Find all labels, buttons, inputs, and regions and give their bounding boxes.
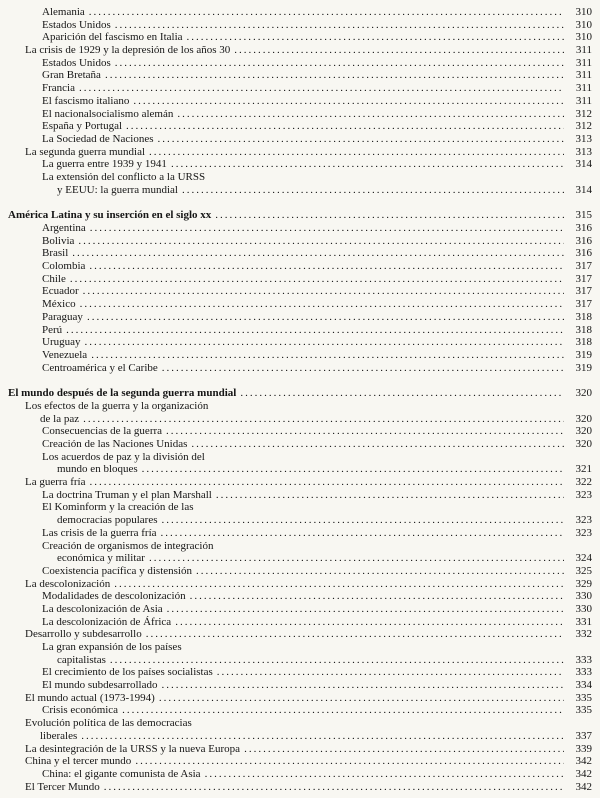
toc-entry-row bbox=[42, 451, 592, 464]
toc-entry-row bbox=[42, 704, 592, 717]
toc-entry-title: Francia bbox=[42, 82, 75, 95]
toc-page-number: 342 bbox=[575, 767, 592, 780]
toc-entry bbox=[8, 565, 592, 578]
toc-entry-title: Alemania bbox=[42, 6, 85, 18]
toc-entry-title: México bbox=[42, 298, 76, 311]
toc-entry bbox=[8, 578, 592, 591]
toc-page-number: 323 bbox=[575, 526, 592, 539]
toc-entry bbox=[8, 641, 592, 666]
toc-entry-title: Gran Bretaña bbox=[42, 69, 101, 82]
toc-entry bbox=[8, 616, 592, 629]
toc-entry bbox=[8, 743, 592, 756]
toc-entry-row bbox=[25, 44, 592, 57]
toc-entry-title: La crisis de 1929 y la depresión de los años 30 bbox=[25, 44, 231, 57]
toc-entry-row bbox=[25, 578, 592, 591]
toc-page-number: 325 bbox=[575, 564, 592, 577]
toc-entry-title: liberales bbox=[40, 729, 78, 742]
toc-entry-title: América Latina y su inserción en el siglo xx bbox=[8, 209, 212, 222]
toc-entry-title: Colombia bbox=[42, 260, 86, 273]
toc-entry-row bbox=[25, 692, 592, 705]
toc-entry-row bbox=[42, 336, 592, 349]
dot-leader bbox=[87, 311, 564, 324]
toc-entry-row bbox=[42, 6, 592, 19]
toc-entry-title: Crisis económica bbox=[42, 704, 119, 717]
dot-leader bbox=[157, 133, 564, 146]
toc-entry-title: Estados Unidos bbox=[42, 56, 111, 69]
toc-page-number: 312 bbox=[575, 107, 592, 120]
toc-entry-row bbox=[42, 82, 592, 95]
toc-entry-title: El crecimiento de los países socialistas bbox=[42, 666, 213, 679]
toc-entry-row bbox=[42, 616, 592, 629]
toc-entry-title: Uruguay bbox=[42, 336, 81, 349]
toc-page-number: 318 bbox=[575, 310, 592, 323]
toc-entry-row bbox=[42, 768, 592, 781]
toc-entry bbox=[8, 755, 592, 768]
toc-page-number: 335 bbox=[575, 691, 592, 704]
toc-entry-row bbox=[25, 413, 592, 426]
toc-entry-title: La descolonización bbox=[25, 577, 111, 590]
toc-entry bbox=[8, 362, 592, 375]
toc-entry-row bbox=[42, 298, 592, 311]
toc-entry-title: El mundo después de la segunda guerra mundial bbox=[8, 387, 237, 400]
toc-entry-title: China: el gigante comunista de Asia bbox=[42, 767, 201, 780]
toc-entry bbox=[8, 247, 592, 260]
toc-entry-row bbox=[42, 19, 592, 32]
toc-entry-row bbox=[42, 641, 592, 654]
toc-page-number: 337 bbox=[575, 729, 592, 742]
toc-entry bbox=[8, 235, 592, 248]
dot-leader bbox=[142, 463, 564, 476]
toc-entry-title: Argentina bbox=[42, 222, 86, 234]
toc-entry-title: La doctrina Truman y el plan Marshall bbox=[42, 488, 212, 501]
toc-page-number: 313 bbox=[575, 145, 592, 158]
toc-entry bbox=[8, 324, 592, 337]
toc-entry bbox=[8, 171, 592, 196]
toc-entry bbox=[8, 717, 592, 742]
toc-entry-title: El nacionalsocialismo alemán bbox=[42, 107, 174, 120]
toc-entry-row bbox=[42, 57, 592, 70]
toc-entry-row bbox=[42, 425, 592, 438]
dot-leader bbox=[190, 590, 564, 603]
dot-leader bbox=[161, 514, 564, 527]
toc-entry-row bbox=[25, 476, 592, 489]
toc-entry-title: El Kominform y la creación de las bbox=[42, 501, 194, 514]
toc-entry bbox=[8, 336, 592, 349]
toc-page-number: 335 bbox=[575, 704, 592, 717]
toc-entry bbox=[8, 692, 592, 705]
dot-leader bbox=[159, 692, 564, 705]
toc-entry bbox=[8, 146, 592, 159]
toc-entry-title: Creación de organismos de integración bbox=[42, 539, 214, 552]
toc-entry-row bbox=[42, 501, 592, 514]
toc-entry-row bbox=[42, 69, 592, 82]
dot-leader bbox=[191, 438, 564, 451]
toc-page-number: 313 bbox=[575, 132, 592, 145]
toc-entry bbox=[8, 489, 592, 502]
dot-leader bbox=[217, 666, 564, 679]
dot-leader bbox=[89, 260, 564, 273]
toc-page-number: 311 bbox=[575, 56, 592, 69]
toc-page-number: 320 bbox=[575, 412, 592, 425]
toc-page-number: 317 bbox=[575, 298, 592, 311]
toc-entry bbox=[8, 476, 592, 489]
toc-entry-title: Consecuencias de la guerra bbox=[42, 425, 163, 438]
toc-entry-title: La gran expansión de los países bbox=[42, 641, 182, 653]
toc-page-number: 316 bbox=[575, 222, 592, 234]
toc-page-number: 330 bbox=[575, 602, 592, 615]
toc-entry-row bbox=[42, 222, 592, 235]
toc-entry-title: El mundo actual (1973-1994) bbox=[25, 691, 155, 704]
dot-leader bbox=[72, 247, 564, 260]
toc-page-number: 320 bbox=[575, 387, 592, 400]
toc-page-number: 310 bbox=[575, 6, 592, 18]
toc-page-number: 311 bbox=[575, 94, 592, 107]
dot-leader bbox=[162, 362, 564, 375]
toc-section-entry bbox=[8, 209, 592, 222]
toc-entry-title: Las crisis de la guerra fría bbox=[42, 526, 157, 539]
toc-entry-title: El fascismo italiano bbox=[42, 94, 130, 107]
dot-leader bbox=[80, 298, 564, 311]
toc-page-number: 319 bbox=[575, 361, 592, 374]
toc-entry-row bbox=[42, 565, 592, 578]
dot-leader bbox=[115, 57, 564, 70]
toc-entry-row bbox=[42, 540, 592, 553]
toc-entry-row bbox=[42, 108, 592, 121]
toc-entry bbox=[8, 311, 592, 324]
toc-entry bbox=[8, 628, 592, 641]
toc-page-number: 322 bbox=[575, 476, 592, 489]
toc-entry bbox=[8, 527, 592, 540]
toc-page-number: 317 bbox=[575, 260, 592, 273]
dot-leader bbox=[161, 527, 564, 540]
toc-entry bbox=[8, 222, 592, 235]
toc-entry bbox=[8, 260, 592, 273]
dot-leader bbox=[175, 616, 564, 629]
dot-leader bbox=[104, 781, 564, 794]
toc-entry bbox=[8, 158, 592, 171]
toc-entry-row bbox=[42, 603, 592, 616]
toc-entry-row bbox=[8, 209, 592, 222]
dot-leader bbox=[126, 120, 564, 133]
dot-leader bbox=[240, 387, 564, 400]
dot-leader bbox=[215, 209, 564, 222]
toc-entry bbox=[8, 666, 592, 679]
toc-entry-title: Perú bbox=[42, 323, 63, 336]
toc-page-number: 318 bbox=[575, 323, 592, 336]
toc-entry-row bbox=[42, 133, 592, 146]
toc-page-number: 339 bbox=[575, 742, 592, 755]
dot-leader bbox=[133, 95, 564, 108]
toc-entry-title: La descolonización de Asia bbox=[42, 602, 163, 615]
dot-leader bbox=[149, 146, 564, 159]
toc-entry bbox=[8, 438, 592, 451]
toc-entry bbox=[8, 82, 592, 95]
toc-entry-title: La guerra entre 1939 y 1941 bbox=[42, 158, 167, 171]
dot-leader bbox=[85, 336, 565, 349]
toc-page-number: 320 bbox=[575, 438, 592, 450]
toc-page-number: 342 bbox=[575, 780, 592, 793]
toc-entry-row bbox=[42, 552, 592, 565]
toc-entry bbox=[8, 501, 592, 526]
dot-leader bbox=[177, 108, 564, 121]
toc-entry-title: El Tercer Mundo bbox=[25, 780, 100, 793]
toc-entry-row bbox=[42, 171, 592, 184]
toc-entry-row bbox=[25, 743, 592, 756]
toc-entry bbox=[8, 590, 592, 603]
dot-leader bbox=[216, 489, 564, 502]
toc-page-number: 311 bbox=[575, 82, 592, 95]
toc-entry-row bbox=[42, 463, 592, 476]
toc-entry-row bbox=[42, 362, 592, 375]
toc-page-number: 329 bbox=[575, 577, 592, 590]
toc-entry-title: Venezuela bbox=[42, 348, 88, 361]
toc-page-number: 321 bbox=[575, 463, 592, 476]
toc-entry-row bbox=[42, 349, 592, 362]
toc-entry-row bbox=[42, 311, 592, 324]
toc-entry-title: Coexistencia pacífica y distensión bbox=[42, 564, 192, 577]
toc-entry bbox=[8, 108, 592, 121]
toc-page-number: 319 bbox=[575, 348, 592, 361]
toc-entry-row bbox=[25, 628, 592, 641]
toc-entry-title: Los acuerdos de paz y la división del bbox=[42, 450, 205, 463]
toc-page-number: 310 bbox=[575, 31, 592, 44]
toc-entry-title: Creación de las Naciones Unidas bbox=[42, 438, 188, 450]
toc-entry-title: Aparición del fascismo en Italia bbox=[42, 31, 183, 44]
toc-page-number: 333 bbox=[575, 666, 592, 679]
dot-leader bbox=[234, 44, 564, 57]
toc-entry-title: La segunda guerra mundial bbox=[25, 145, 146, 158]
toc-entry-title: Ecuador bbox=[42, 285, 79, 298]
toc-entry-row bbox=[8, 387, 592, 400]
toc-page-number: 332 bbox=[575, 628, 592, 641]
dot-leader bbox=[135, 755, 564, 768]
toc-entry-row bbox=[42, 654, 592, 667]
toc-entry-row bbox=[42, 158, 592, 171]
toc-entry-row bbox=[25, 730, 592, 743]
dot-leader bbox=[70, 273, 564, 286]
dot-leader bbox=[110, 654, 564, 667]
toc-entry-row bbox=[42, 247, 592, 260]
toc-entry-title: El mundo subdesarrollado bbox=[42, 679, 158, 692]
toc-entry-row bbox=[42, 273, 592, 286]
dot-leader bbox=[79, 82, 564, 95]
toc-entry-title: Paraguay bbox=[42, 310, 83, 323]
dot-leader bbox=[78, 235, 564, 248]
toc-entry bbox=[8, 57, 592, 70]
dot-leader bbox=[89, 476, 564, 489]
dot-leader bbox=[167, 603, 564, 616]
toc-entry-row bbox=[42, 260, 592, 273]
toc-entry bbox=[8, 133, 592, 146]
toc-entry-row bbox=[42, 184, 592, 197]
toc-entry bbox=[8, 781, 592, 794]
toc-entry-title: Bolivia bbox=[42, 234, 75, 247]
dot-leader bbox=[182, 184, 564, 197]
dot-leader bbox=[105, 69, 564, 82]
toc-entry-title: mundo en bloques bbox=[57, 463, 138, 476]
dot-leader bbox=[89, 6, 564, 19]
toc-entry-title: Chile bbox=[42, 272, 66, 285]
toc-entry bbox=[8, 120, 592, 133]
toc-entry-row bbox=[25, 717, 592, 730]
toc-entry bbox=[8, 400, 592, 425]
toc-entry-row bbox=[42, 590, 592, 603]
toc-entry bbox=[8, 603, 592, 616]
toc-page-number: 318 bbox=[575, 336, 592, 349]
toc-entry-row bbox=[42, 235, 592, 248]
dot-leader bbox=[187, 31, 564, 44]
dot-leader bbox=[83, 413, 564, 426]
toc-entry-row bbox=[42, 31, 592, 44]
toc-entry-title: Brasil bbox=[42, 247, 69, 260]
toc-page-number: 331 bbox=[575, 615, 592, 628]
toc-entry-row bbox=[42, 438, 592, 451]
dot-leader bbox=[171, 158, 564, 171]
toc-entry-title: Estados Unidos bbox=[42, 18, 111, 31]
toc-page-number: 316 bbox=[575, 247, 592, 260]
toc-entry-title: Los efectos de la guerra y la organización bbox=[25, 399, 209, 412]
toc-page-number: 320 bbox=[575, 425, 592, 438]
toc-entry-title: Modalidades de descolonización bbox=[42, 590, 186, 603]
toc-page-number: 317 bbox=[575, 285, 592, 298]
dot-leader bbox=[66, 324, 564, 337]
toc-entry bbox=[8, 704, 592, 717]
dot-leader bbox=[166, 425, 564, 438]
toc-entry-title: Desarrollo y subdesarrollo bbox=[25, 628, 142, 641]
dot-leader bbox=[161, 679, 564, 692]
dot-leader bbox=[205, 768, 564, 781]
toc-entry bbox=[8, 31, 592, 44]
toc-entry-title: Evolución política de las democracias bbox=[25, 717, 192, 730]
toc-entry-row bbox=[25, 400, 592, 413]
toc-entry-title: La Sociedad de Naciones bbox=[42, 132, 154, 145]
toc-page-number: 312 bbox=[575, 120, 592, 133]
toc-entry-title: democracias populares bbox=[57, 514, 158, 527]
toc-page-number: 317 bbox=[575, 272, 592, 285]
toc-entry-title: y EEUU: la guerra mundial bbox=[57, 183, 178, 196]
toc-entry-row bbox=[42, 527, 592, 540]
toc-entry bbox=[8, 349, 592, 362]
toc-entry-row bbox=[42, 666, 592, 679]
toc-page-number: 330 bbox=[575, 590, 592, 603]
toc-entry bbox=[8, 69, 592, 82]
toc-entry bbox=[8, 298, 592, 311]
toc-entry bbox=[8, 768, 592, 781]
toc-page-number: 334 bbox=[575, 679, 592, 692]
toc-page-number: 314 bbox=[575, 183, 592, 196]
toc-entry-title: La desintegración de la URSS y la nueva Europa bbox=[25, 742, 241, 755]
toc-entry-row bbox=[42, 489, 592, 502]
toc-page-number: 314 bbox=[575, 158, 592, 171]
dot-leader bbox=[122, 704, 564, 717]
toc-page-number: 315 bbox=[575, 209, 592, 222]
dot-leader bbox=[146, 628, 564, 641]
toc-page-number: 316 bbox=[575, 234, 592, 247]
toc-page-number: 311 bbox=[575, 69, 592, 82]
dot-leader bbox=[83, 285, 564, 298]
toc-page-number: 311 bbox=[575, 44, 592, 57]
dot-leader bbox=[91, 349, 564, 362]
toc-page-number: 333 bbox=[575, 653, 592, 666]
toc-page-number: 342 bbox=[575, 755, 592, 768]
dot-leader bbox=[244, 743, 564, 756]
toc-entry bbox=[8, 273, 592, 286]
toc-entry bbox=[8, 95, 592, 108]
dot-leader bbox=[90, 222, 564, 235]
toc-entry-title: La extensión del conflicto a la URSS bbox=[42, 170, 206, 183]
toc-entry bbox=[8, 19, 592, 32]
toc-page-number: 323 bbox=[575, 488, 592, 501]
toc-entry-row bbox=[25, 146, 592, 159]
toc-entry-title: China y el tercer mundo bbox=[25, 755, 132, 768]
toc-entry bbox=[8, 679, 592, 692]
toc-entry-title: Centroamérica y el Caribe bbox=[42, 361, 158, 374]
toc-entry-title: económica y militar bbox=[57, 552, 145, 565]
toc-entry-row bbox=[42, 95, 592, 108]
dot-leader bbox=[149, 552, 564, 565]
toc-entry-title: capitalistas bbox=[57, 653, 106, 666]
dot-leader bbox=[114, 578, 564, 591]
toc-entry bbox=[8, 451, 592, 476]
toc-section-entry bbox=[8, 387, 592, 400]
toc-entry bbox=[8, 44, 592, 57]
toc-entry-row bbox=[42, 324, 592, 337]
toc-entry-title: La guerra fría bbox=[25, 476, 86, 489]
toc-entry-row bbox=[25, 755, 592, 768]
toc-entry-row bbox=[42, 120, 592, 133]
dot-leader bbox=[115, 19, 564, 32]
toc-entry-row bbox=[42, 679, 592, 692]
toc-page-number: 323 bbox=[575, 514, 592, 527]
toc-page-number: 310 bbox=[575, 18, 592, 31]
toc-entry bbox=[8, 285, 592, 298]
toc-entry bbox=[8, 6, 592, 19]
toc-entry-title: de la paz bbox=[40, 412, 80, 425]
toc-entry-title: España y Portugal bbox=[42, 120, 123, 133]
toc-page-number: 324 bbox=[575, 552, 592, 565]
dot-leader bbox=[196, 565, 564, 578]
dot-leader bbox=[81, 730, 564, 743]
toc-entry-row bbox=[42, 285, 592, 298]
toc-entry-title: La descolonización de África bbox=[42, 615, 172, 628]
toc-entry-row bbox=[25, 781, 592, 794]
toc-entry bbox=[8, 425, 592, 438]
toc-entry bbox=[8, 540, 592, 565]
toc-entry-row bbox=[42, 514, 592, 527]
